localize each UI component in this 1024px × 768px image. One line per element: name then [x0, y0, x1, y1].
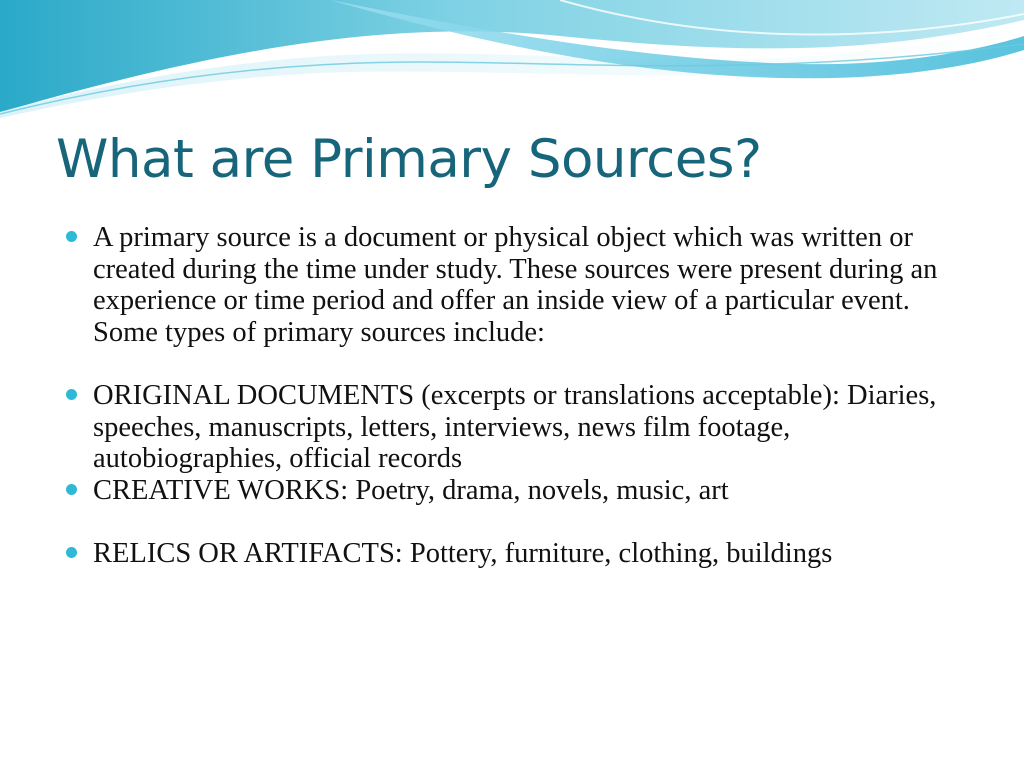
bullet-list — [64, 222, 974, 570]
bullet-item — [64, 380, 974, 475]
bullet-dot-icon — [66, 389, 77, 400]
bullet-item — [64, 538, 974, 570]
bullet-item — [64, 475, 974, 507]
bullet-dot-icon — [66, 484, 77, 495]
bullet-text: RELICS OR ARTIFACTS: Pottery, furniture, clothing, buildings — [93, 538, 833, 569]
slide-title: What are Primary Sources? — [56, 129, 762, 190]
bullet-dot-icon — [66, 231, 77, 242]
bullet-text: ORIGINAL DOCUMENTS (excerpts or translations acceptable): Diaries, speeches, manuscripts, letters, interviews, news film footage, autobiographies, official records — [93, 380, 937, 474]
header-wave-decoration — [0, 0, 1024, 130]
bullet-dot-icon — [66, 547, 77, 558]
bullet-item — [64, 222, 974, 348]
bullet-text: A primary source is a document or physical object which was written or created during the time under study. These sources were present during an experience or time period and offer an inside view of a particular event. Some types of primary sources include: — [93, 222, 938, 348]
bullet-text: CREATIVE WORKS: Poetry, drama, novels, music, art — [93, 474, 729, 506]
